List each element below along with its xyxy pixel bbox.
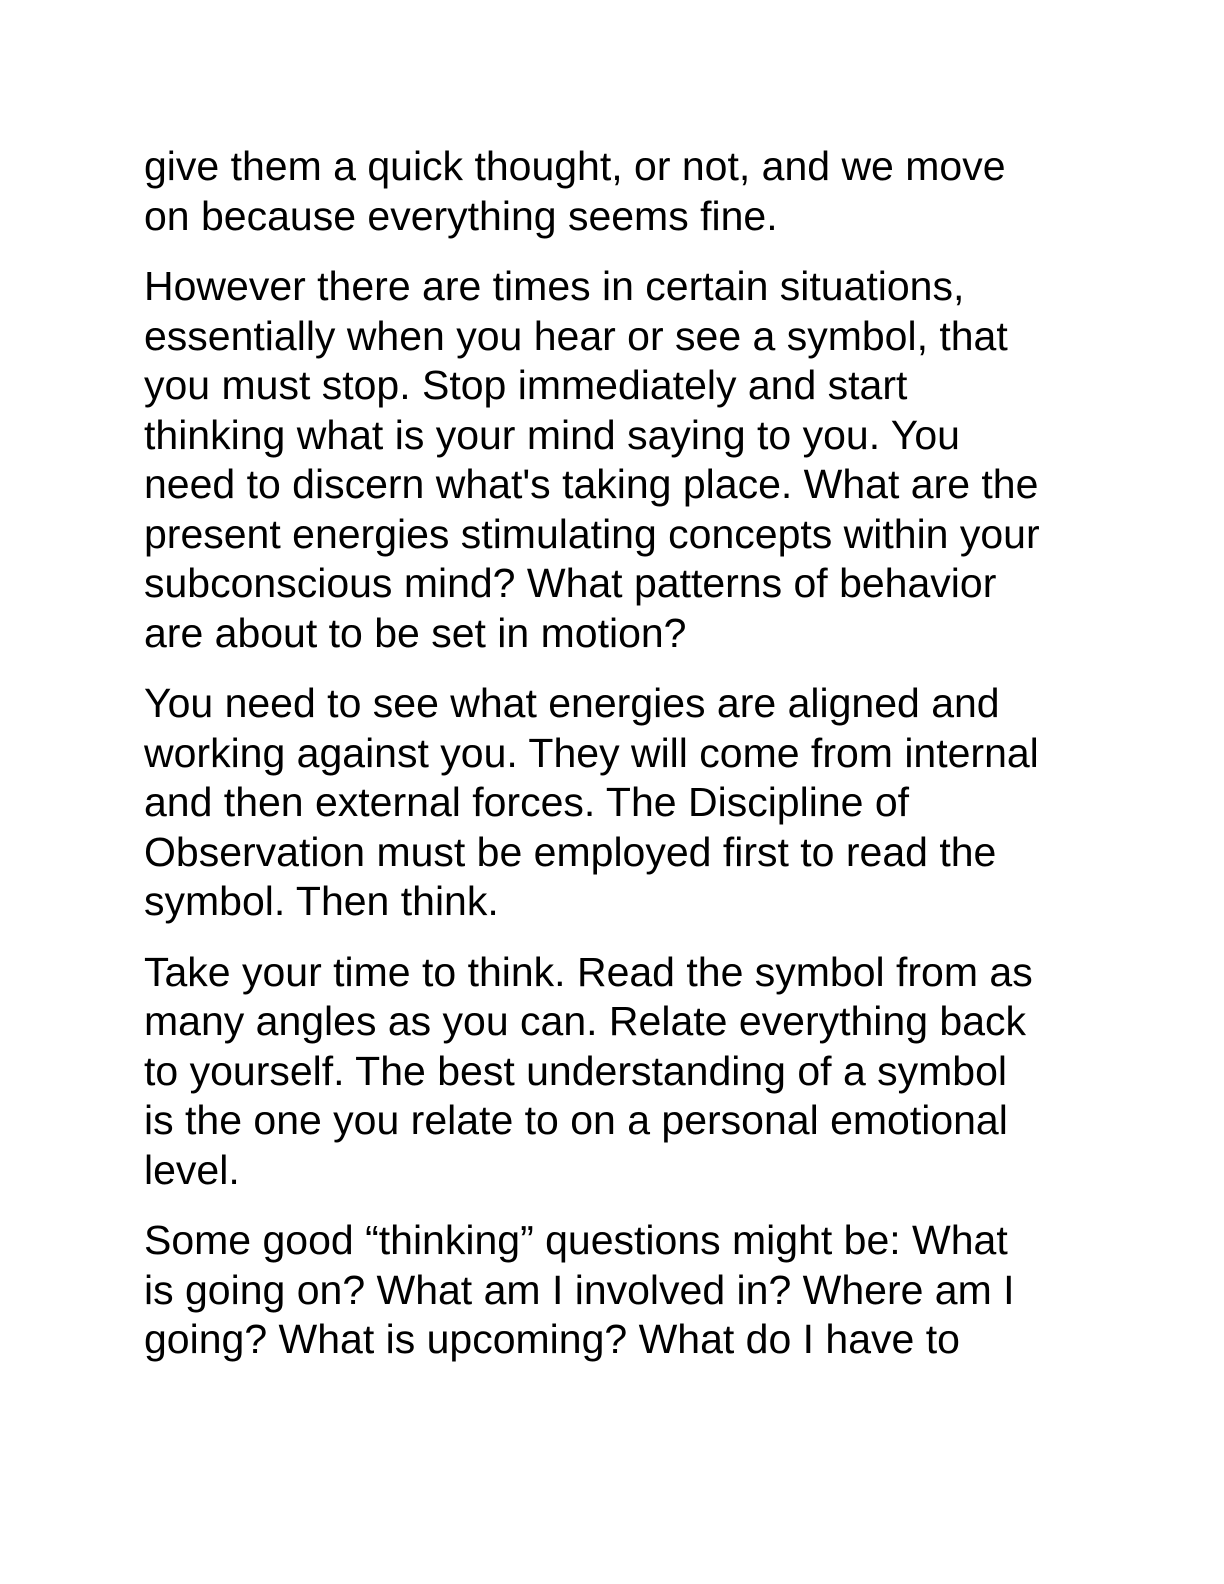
text-line: However there are times in certain situations, bbox=[144, 263, 965, 309]
text-line: Take your time to think. Read the symbol from as bbox=[144, 948, 1033, 995]
text-line: need to discern what's taking place. What are the bbox=[144, 461, 1039, 507]
text-line: You need to see what energies are aligned and bbox=[144, 680, 1000, 726]
text-line: going? What is upcoming? What do I have to bbox=[144, 1316, 960, 1362]
text-line: is going on? What am I involved in? Where am I bbox=[144, 1266, 1015, 1313]
text-line: many angles as you can. Relate everything back bbox=[144, 998, 1027, 1044]
text-line: subconscious mind? What patterns of behavior bbox=[144, 560, 997, 606]
text-line: to yourself. The best understanding of a symbol bbox=[144, 1047, 1008, 1094]
text-line: Observation must be employed first to read the bbox=[144, 828, 997, 875]
text-line: essentially when you hear or see a symbol, that bbox=[144, 312, 1008, 359]
text-line: you must stop. Stop immediately and start bbox=[144, 362, 908, 408]
text-line: are about to be set in motion? bbox=[144, 609, 687, 656]
body-text bbox=[144, 142, 1084, 1386]
text-line: Some good “thinking” questions might be: What bbox=[144, 1217, 1008, 1263]
text-line: working against you. They will come from internal bbox=[144, 729, 1039, 776]
text-line: level. bbox=[144, 1146, 240, 1193]
text-line: present energies stimulating concepts within your bbox=[144, 510, 1040, 557]
paragraph-4 bbox=[144, 948, 1084, 1196]
text-line: symbol. Then think. bbox=[144, 878, 499, 924]
text-line: is the one you relate to on a personal emotional bbox=[144, 1097, 1008, 1143]
text-line: on because everything seems fine. bbox=[144, 192, 778, 239]
paragraph-2 bbox=[144, 262, 1084, 658]
paragraph-3 bbox=[144, 679, 1084, 927]
text-line: give them a quick thought, or not, and we move bbox=[144, 143, 1006, 189]
paragraph-5 bbox=[144, 1216, 1084, 1365]
paragraph-1 bbox=[144, 142, 1084, 241]
text-line: and then external forces. The Discipline of bbox=[144, 779, 910, 825]
text-line: thinking what is your mind saying to you. You bbox=[144, 411, 960, 458]
